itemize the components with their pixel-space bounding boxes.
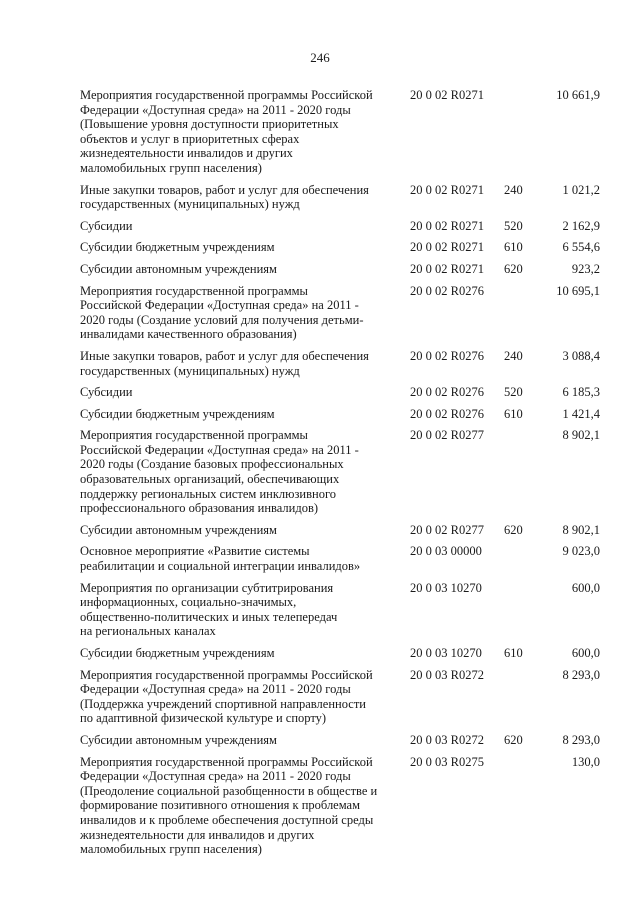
row-amount: 1 021,2: [562, 182, 600, 197]
row-code: 20 0 02 R0276: [410, 348, 484, 363]
row-description: Субсидии бюджетным учреждениям: [80, 406, 275, 421]
row-description: Иные закупки товаров, работ и услуг для обеспечения государственных (муниципальных) нужд: [80, 182, 369, 212]
row-description: Субсидии бюджетным учреждениям: [80, 240, 275, 255]
table-row: [80, 544, 610, 573]
row-amount: 10 661,9: [556, 88, 600, 102]
table-row: [80, 646, 610, 661]
table-row: [80, 668, 610, 726]
row-expense-type: 240: [504, 182, 523, 197]
row-code: 20 0 03 R0272: [410, 667, 484, 682]
row-code: 20 0 02 R0277: [410, 522, 484, 537]
row-amount: 600,0: [571, 580, 600, 595]
row-description: Субсидии автономным учреждениям: [80, 522, 277, 537]
row-amount: 3 088,4: [562, 348, 600, 363]
row-expense-type: 620: [504, 732, 523, 747]
row-description: Субсидии автономным учреждениям: [80, 732, 277, 747]
row-code: 20 0 02 R0271: [410, 218, 484, 233]
table-row: [80, 284, 610, 342]
row-amount: 130,0: [571, 754, 600, 769]
table-row: [80, 349, 610, 378]
table-row: [80, 755, 610, 857]
row-expense-type: 520: [504, 218, 523, 233]
table-row: [80, 407, 610, 422]
table-row: [80, 733, 610, 748]
row-code: 20 0 03 10270: [410, 580, 482, 595]
row-amount: 2 162,9: [562, 218, 600, 233]
row-code: 20 0 02 R0271: [410, 182, 484, 197]
row-code: 20 0 02 R0276: [410, 406, 484, 421]
row-description: Мероприятия государственной программы Российской Федерации «Доступная среда» на 2011 - 2020 годы (Поддержка учреждений спортивной направленности по адаптивной физической культуре и спорту): [80, 667, 373, 726]
row-description: Субсидии автономным учреждениям: [80, 261, 277, 276]
table-row: [80, 88, 610, 176]
table-row: [80, 240, 610, 255]
row-amount: 8 902,1: [562, 522, 600, 537]
row-code: 20 0 03 10270: [410, 646, 482, 660]
row-code: 20 0 02 R0277: [410, 428, 484, 443]
row-description: Мероприятия государственной программы Российской Федерации «Доступная среда» на 2011 - 2020 годы (Создание условий для получения детьми- инвалидами качественного образования): [80, 283, 364, 342]
row-amount: 10 695,1: [556, 283, 600, 298]
row-expense-type: 620: [504, 522, 523, 537]
row-expense-type: 610: [504, 406, 523, 421]
row-amount: 9 023,0: [562, 544, 600, 559]
row-expense-type: 610: [504, 240, 523, 255]
row-description: Основное мероприятие «Развитие системы реабилитации и социальной интеграции инвалидов»: [80, 544, 361, 574]
row-description: Субсидии бюджетным учреждениям: [80, 646, 275, 660]
row-amount: 8 293,0: [562, 667, 600, 682]
row-expense-type: 620: [504, 261, 523, 276]
table-row: [80, 385, 610, 400]
row-description: Субсидии: [80, 385, 133, 400]
row-amount: 6 185,3: [562, 385, 600, 400]
row-amount: 600,0: [571, 646, 600, 660]
budget-table: [80, 88, 610, 864]
row-code: 20 0 03 R0275: [410, 754, 484, 769]
row-expense-type: 240: [504, 348, 523, 363]
row-description: Субсидии: [80, 218, 133, 233]
table-row: [80, 428, 610, 516]
row-amount: 923,2: [571, 261, 600, 276]
table-row: [80, 523, 610, 538]
row-code: 20 0 03 00000: [410, 544, 482, 559]
table-row: [80, 219, 610, 234]
table-row: [80, 581, 610, 639]
row-expense-type: 610: [504, 646, 523, 660]
table-row: [80, 183, 610, 212]
row-amount: 1 421,4: [562, 406, 600, 421]
row-description: Мероприятия государственной программы Российской Федерации «Доступная среда» на 2011 - 2020 годы (Создание базовых профессиональных образовательных организаций, обеспечивающих поддержку региональных систем инклюзивного профессионального образования инвалидов): [80, 428, 359, 516]
row-code: 20 0 03 R0272: [410, 732, 484, 747]
row-amount: 8 293,0: [562, 732, 600, 747]
row-code: 20 0 02 R0271: [410, 261, 484, 276]
table-row: [80, 262, 610, 277]
row-code: 20 0 02 R0276: [410, 385, 484, 400]
page-number: 246: [310, 50, 330, 65]
row-description: Мероприятия государственной программы Российской Федерации «Доступная среда» на 2011 - 2020 годы (Повышение уровня доступности приоритетных объектов и услуг в приоритетных сферах жизнедеятельности инвалидов и других маломобильных групп населения): [80, 88, 373, 175]
row-code: 20 0 02 R0276: [410, 283, 484, 298]
row-amount: 8 902,1: [562, 428, 600, 443]
row-code: 20 0 02 R0271: [410, 240, 484, 255]
row-description: Иные закупки товаров, работ и услуг для обеспечения государственных (муниципальных) нужд: [80, 348, 369, 378]
row-description: Мероприятия по организации субтитрирования информационных, социально-значимых, общественно-политических и иных телепередач на региональных каналах: [80, 580, 338, 639]
row-description: Мероприятия государственной программы Российской Федерации «Доступная среда» на 2011 - 2020 годы (Преодоление социальной разобщенности в обществе и формирование позитивного отношения к проблемам инвалидов и к проблеме обеспечения доступной среды жизнедеятельности для инвалидов и других маломобильных групп населения): [80, 754, 378, 857]
row-code: 20 0 02 R0271: [410, 88, 484, 102]
row-amount: 6 554,6: [562, 240, 600, 255]
row-expense-type: 520: [504, 385, 523, 400]
